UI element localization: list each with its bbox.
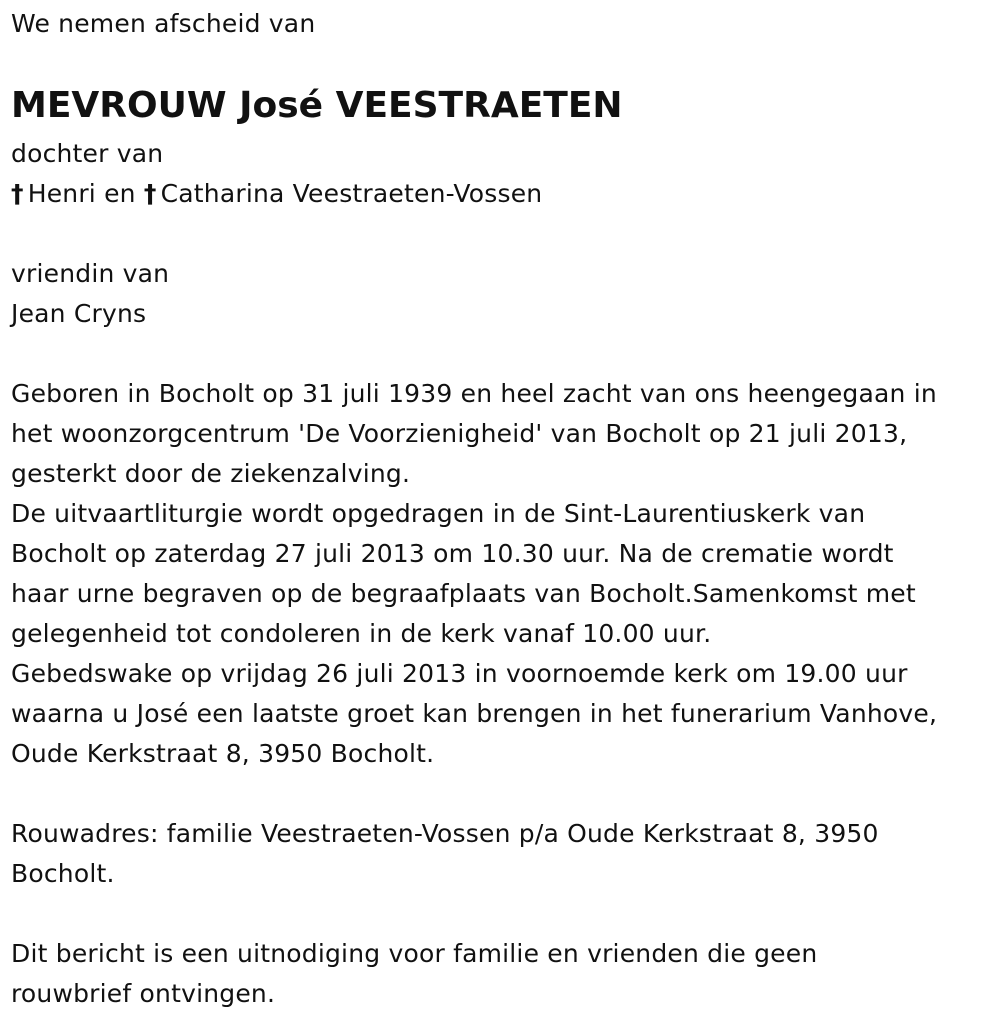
parent-mother: Catharina Veestraeten-Vossen <box>160 179 543 208</box>
address-section <box>11 814 879 894</box>
body-line: gesterkt door de ziekenzalving. <box>11 459 411 488</box>
body-line: Bocholt op zaterdag 27 juli 2013 om 10.30 uur. Na de crematie wordt <box>11 539 894 568</box>
body-line: Gebedswake op vrijdag 26 juli 2013 in voornoemde kerk om 19.00 uur <box>11 659 908 688</box>
notice-section <box>11 934 817 1014</box>
body-line: Oude Kerkstraat 8, 3950 Bocholt. <box>11 739 435 768</box>
parent-father: Henri en <box>27 179 136 208</box>
body-line: haar urne begraven op de begraafplaats van Bocholt.Samenkomst met <box>11 579 916 608</box>
deceased-name: MEVROUW José VEESTRAETEN <box>11 85 623 126</box>
address-line: Rouwadres: familie Veestraeten-Vossen p/a Oude Kerkstraat 8, 3950 <box>11 819 879 848</box>
body-line: gelegenheid tot condoleren in de kerk vanaf 10.00 uur. <box>11 619 712 648</box>
main-text-section <box>11 374 937 774</box>
cross-icon: † <box>11 179 24 208</box>
parents-section <box>11 134 542 214</box>
parents-label: dochter van <box>11 139 164 168</box>
body-line: De uitvaartliturgie wordt opgedragen in de Sint-Laurentiuskerk van <box>11 499 866 528</box>
body-line: Geboren in Bocholt op 31 juli 1939 en heel zacht van ons heengegaan in <box>11 379 937 408</box>
friend-section <box>11 254 169 334</box>
body-line: het woonzorgcentrum 'De Voorzienigheid' van Bocholt op 21 juli 2013, <box>11 419 908 448</box>
notice-line: Dit bericht is een uitnodiging voor familie en vrienden die geen <box>11 939 818 968</box>
body-line: waarna u José een laatste groet kan brengen in het funerarium Vanhove, <box>11 699 938 728</box>
friend-label: vriendin van <box>11 259 170 288</box>
friend-name: Jean Cryns <box>11 299 147 328</box>
notice-line: rouwbrief ontvingen. <box>11 979 276 1008</box>
address-line: Bocholt. <box>11 859 115 888</box>
cross-icon: † <box>143 179 157 208</box>
intro-text: We nemen afscheid van <box>11 9 316 38</box>
parents-line <box>11 174 542 214</box>
